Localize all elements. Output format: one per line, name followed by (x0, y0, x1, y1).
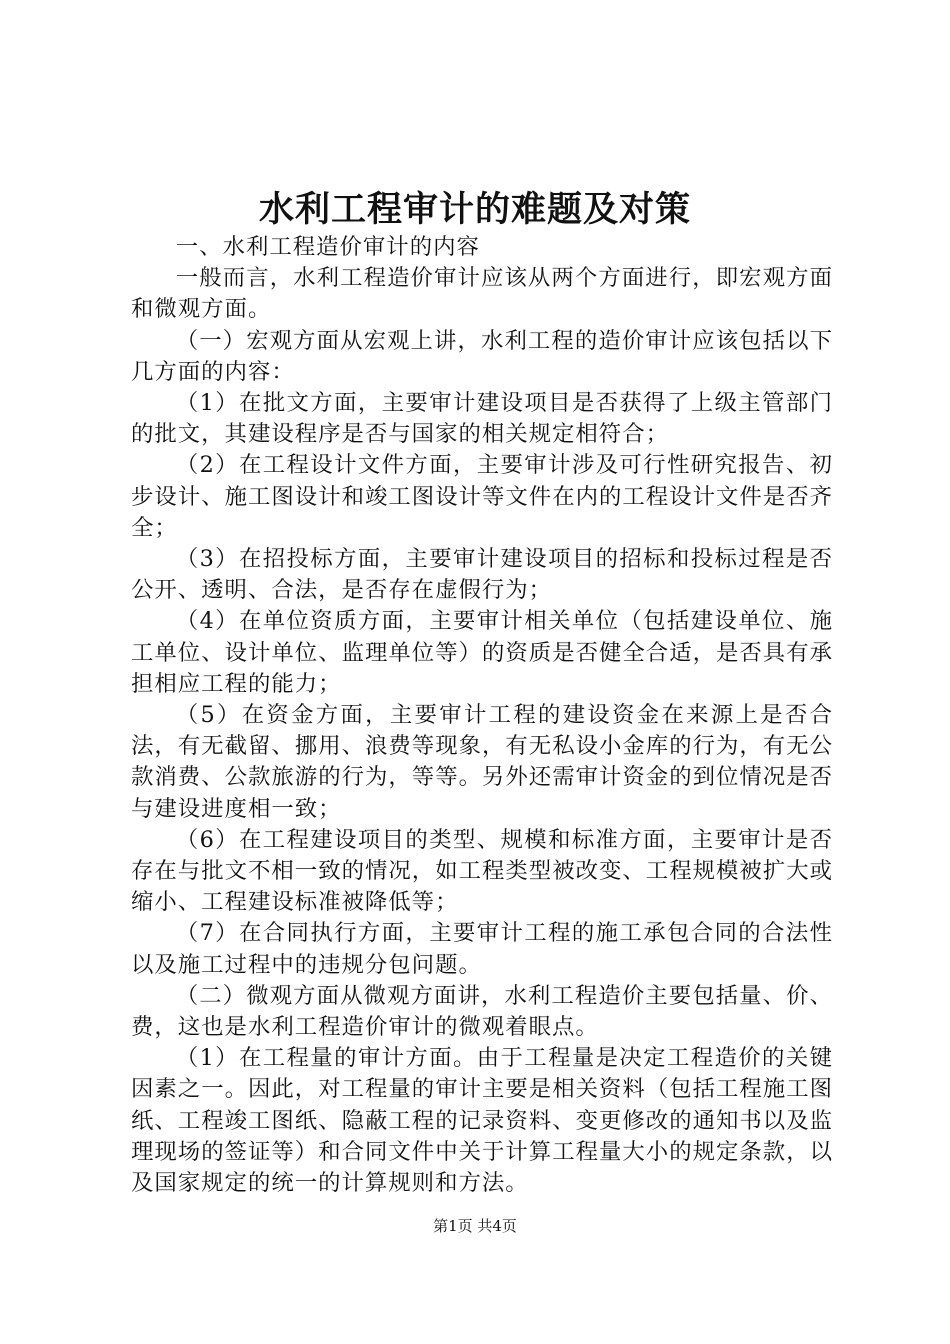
list-item: （4）在单位资质方面，主要审计相关单位（包括建设单位、施工单位、设计单位、监理单位等）的资质是否健全合适，是否具有承担相应工程的能力； (131, 608, 833, 697)
list-item: （3）在招投标方面，主要审计建设项目的招标和投标过程是否公开、透明、合法，是否存在虚假行为； (131, 546, 833, 604)
list-item: （2）在工程设计文件方面，主要审计涉及可行性研究报告、初步设计、施工图设计和竣工图设计等文件在内的工程设计文件是否齐全； (131, 452, 833, 541)
list-item: （1）在批文方面，主要审计建设项目是否获得了上级主管部门的批文，其建设程序是否与国家的相关规定相符合； (131, 390, 833, 448)
subsection-heading: （一）宏观方面从宏观上讲，水利工程的造价审计应该包括以下几方面的内容： (131, 327, 833, 385)
section-heading: 一、水利工程造价审计的内容 (175, 234, 480, 260)
page-number-footer: 第1页 共4页 (433, 1217, 517, 1235)
list-item: （6）在工程建设项目的类型、规模和标准方面，主要审计是否存在与批文不相一致的情况，如工程类型被改变、工程规模被扩大或缩小、工程建设标准被降低等； (131, 826, 833, 916)
list-item: （7）在合同执行方面，主要审计工程的施工承包合同的合法性以及施工过程中的违规分包问题。 (131, 920, 833, 978)
list-item: （5）在资金方面，主要审计工程的建设资金在来源上是否合法，有无截留、挪用、浪费等现象，有无私设小金库的行为，有无公款消费、公款旅游的行为，等等。另外还需审计资金的到位情况是否与建设进度相一致； (131, 702, 833, 822)
subsection-heading: （二）微观方面从微观方面讲，水利工程造价主要包括量、价、费，这也是水利工程造价审计的微观着眼点。 (131, 982, 833, 1041)
document-title: 水利工程审计的难题及对策 (258, 189, 691, 230)
paragraph: 一般而言，水利工程造价审计应该从两个方面进行，即宏观方面和微观方面。 (131, 265, 833, 323)
document-body (131, 232, 833, 1199)
list-item: （1）在工程量的审计方面。由于工程量是决定工程造价的关键因素之一。因此，对工程量的审计主要是相关资料（包括工程施工图纸、工程竣工图纸、隐蔽工程的记录资料、变更修改的通知书以及监理现场的签证等）和合同文件中关于计算工程量大小的规定条款，以及国家规定的统一的计算规则和方法。 (131, 1045, 833, 1197)
